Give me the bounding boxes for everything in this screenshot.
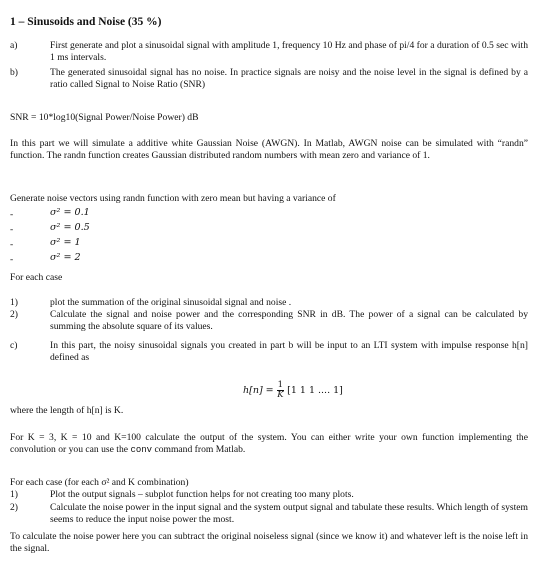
generate-intro: Generate noise vectors using randn function with zero mean but having a variance of xyxy=(10,193,336,204)
part-a-label: a) xyxy=(10,40,18,51)
variance-item: σ² = 0.1 xyxy=(50,207,90,218)
impulse-lhs: h[n] = xyxy=(243,385,277,396)
combo-intro: For each case (for each σ² and K combination) xyxy=(10,477,189,488)
case-item-text: plot the summation of the original sinusoidal signal and noise . xyxy=(50,297,292,308)
fraction-denominator: K xyxy=(277,390,284,400)
combo-item-label: 1) xyxy=(10,489,18,500)
awgn-paragraph xyxy=(10,138,528,162)
final-note-text: To calculate the noise power here you can subtract the original noiseless signal (since we know it) and whatever left is the noise left in the signal. xyxy=(10,531,528,555)
k-paragraph xyxy=(10,432,528,456)
variance-item: σ² = 1 xyxy=(50,237,81,248)
fraction-numerator: 1 xyxy=(277,380,284,390)
impulse-rhs: [1 1 1 .... 1] xyxy=(287,385,343,396)
part-a-text: First generate and plot a sinusoidal signal with amplitude 1, frequency 10 Hz and phase of pi/4 for a duration of 0.5 sec with 1 ms intervals. xyxy=(50,40,528,64)
variance-bullet: - xyxy=(10,239,14,250)
variance-bullet: - xyxy=(10,254,14,265)
awgn-paragraph-text: In this part we will simulate a additive white Gaussian Noise (AWGN). In Matlab, AWGN noise can be simulated with “randn” function. The randn function creates Gaussian distributed random numbers with mean zero and variance of 1. xyxy=(10,138,528,162)
k-paragraph-text: For K = 3, K = 10 and K=100 calculate the output of the system. You can either write your own function implementing the convolution or you can use the xyxy=(10,432,528,456)
part-b-text: The generated sinusoidal signal has no noise. In practice signals are noisy and the noise level in the signal is defined by a ratio called Signal to Noise Ratio (SNR) xyxy=(50,67,528,91)
variance-item: σ² = 2 xyxy=(50,252,81,263)
final-note xyxy=(10,531,528,555)
combo-item-label: 2) xyxy=(10,502,18,513)
combo-item-text: Plot the output signals – subplot function helps for not creating too many plots. xyxy=(50,489,354,500)
k-paragraph-tail: command from Matlab. xyxy=(152,444,246,456)
case-item-label: 2) xyxy=(10,309,18,320)
case-item-label: c) xyxy=(10,340,18,351)
section-heading: 1 – Sinusoids and Noise (35 %) xyxy=(10,16,162,28)
length-note: where the length of h[n] is K. xyxy=(10,405,124,416)
case-item-text: Calculate the signal and noise power and the corresponding SNR in dB. The power of a signal can be calculated by summing the absolute square of its values. xyxy=(50,309,528,333)
for-each-case-label: For each case xyxy=(10,272,63,283)
case-item-text: In this part, the noisy sinusoidal signals you created in part b will be input to an LTI system with impulse response h[n] defined as xyxy=(50,340,528,364)
impulse-fraction xyxy=(277,381,284,400)
variance-bullet: - xyxy=(10,224,14,235)
variance-bullet: - xyxy=(10,209,14,220)
case-item-label: 1) xyxy=(10,297,18,308)
part-b-label: b) xyxy=(10,67,18,78)
impulse-response-formula xyxy=(243,381,343,400)
conv-command: conv xyxy=(130,445,153,456)
combo-item-text: Calculate the noise power in the input signal and the system output signal and tabulate these results. Which length of system seems to reduce the input noise power the most. xyxy=(50,502,528,526)
snr-formula: SNR = 10*log10(Signal Power/Noise Power) dB xyxy=(10,112,199,123)
variance-item: σ² = 0.5 xyxy=(50,222,90,233)
